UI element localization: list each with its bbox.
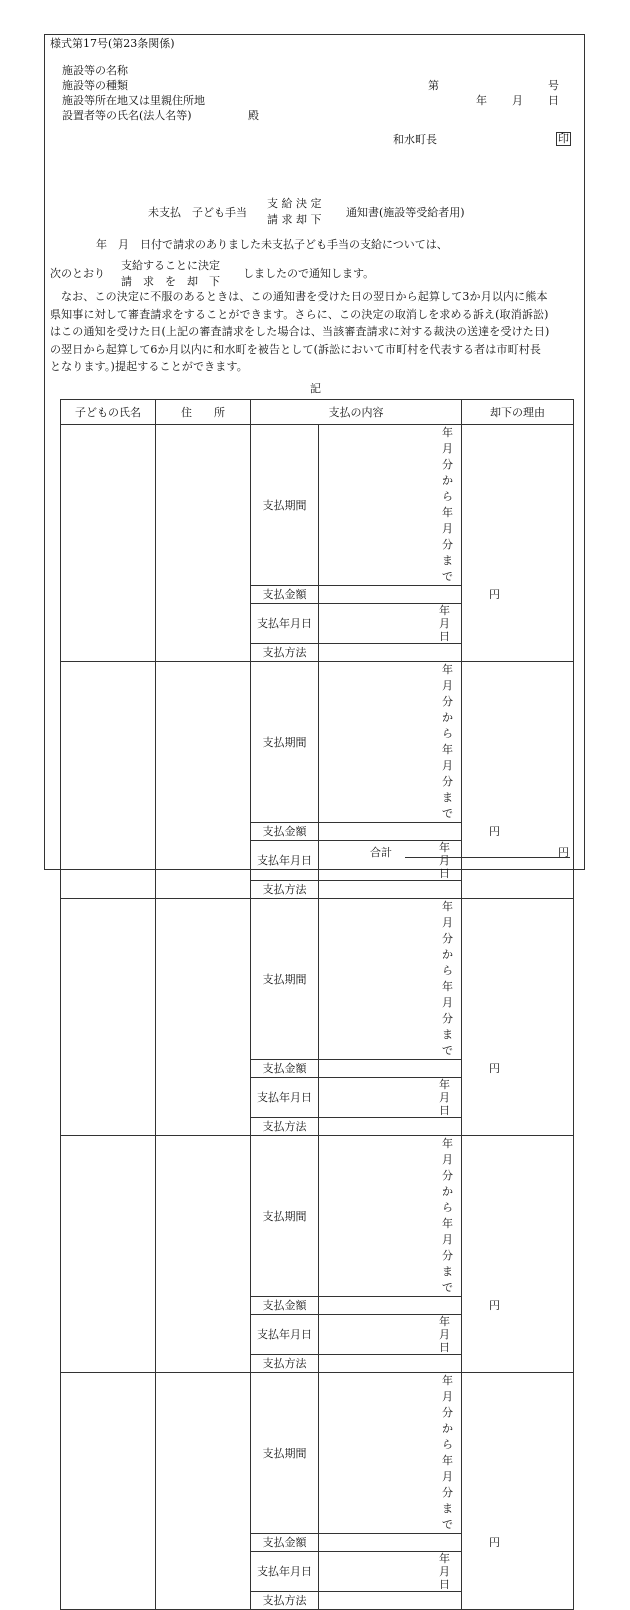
- total-line: [405, 857, 570, 858]
- title-choice-reject: 請 求 却 下: [267, 213, 322, 226]
- doc-number-suffix: 号: [548, 79, 559, 92]
- amount-label: 支払金額: [251, 823, 319, 841]
- issue-year: 年: [476, 94, 487, 107]
- ki-heading: 記: [310, 382, 321, 395]
- period-to: 年 月分まで: [442, 1217, 475, 1294]
- date-label: 支払年月日: [251, 604, 319, 644]
- title-part2: 通知書(施設等受給者用): [346, 206, 465, 219]
- address-cell[interactable]: [156, 1373, 251, 1610]
- date-value[interactable]: 年 月 日: [319, 841, 462, 881]
- period-value[interactable]: [319, 425, 475, 586]
- body-line1: 年 月 日付で請求のありました未支払子ども手当の支給については、: [96, 238, 448, 251]
- amount-label: 支払金額: [251, 586, 319, 604]
- seal-mark: 印: [558, 132, 569, 145]
- period-label: 支払期間: [251, 899, 319, 1060]
- header-reject-reason: 却下の理由: [462, 400, 574, 425]
- method-label: 支払方法: [251, 644, 319, 662]
- period-from: 年 月分から: [442, 426, 475, 503]
- table-row: [61, 1373, 574, 1534]
- period-value[interactable]: [319, 899, 475, 1060]
- method-value[interactable]: [319, 1355, 462, 1373]
- period-label: 支払期間: [251, 425, 319, 586]
- appeal-line: の翌日から起算して6か月以内に和水町を被告として(訴訟において市町村を代表する者は市町村長: [50, 342, 542, 356]
- title-part1: 未支払 子ども手当: [148, 206, 247, 219]
- period-from: 年 月分から: [442, 1137, 475, 1214]
- period-to: 年 月分まで: [442, 1454, 475, 1531]
- yen-unit: 円: [489, 1299, 500, 1312]
- facility-address-label: 施設等所在地又は里親住所地: [62, 94, 205, 107]
- date-value[interactable]: 年 月 日: [319, 604, 462, 644]
- body-line2-suffix: しましたので通知します。: [243, 267, 375, 280]
- child-name-cell[interactable]: [61, 1136, 156, 1373]
- founder-name-label: 設置者等の氏名(法人名等): [62, 109, 192, 122]
- issuer-name: 和水町長: [393, 133, 437, 146]
- child-name-cell[interactable]: [61, 425, 156, 662]
- date-label: 支払年月日: [251, 841, 319, 881]
- address-cell[interactable]: [156, 662, 251, 899]
- method-value[interactable]: [319, 1118, 462, 1136]
- appeal-line: なお、この決定に不服のあるときは、この通知書を受けた日の翌日から起算して3か月以内に熊本: [61, 290, 548, 303]
- period-to: 年 月分まで: [442, 980, 475, 1057]
- child-name-cell[interactable]: [61, 1373, 156, 1610]
- period-from: 年 月分から: [442, 900, 475, 977]
- period-label: 支払期間: [251, 662, 319, 823]
- doc-number-prefix: 第: [428, 79, 439, 92]
- period-from: 年 月分から: [442, 663, 475, 740]
- date-value[interactable]: 年 月 日: [319, 1315, 462, 1355]
- title-choice-decide: 支 給 決 定: [267, 197, 322, 210]
- date-value[interactable]: 年 月 日: [319, 1078, 462, 1118]
- address-cell[interactable]: [156, 425, 251, 662]
- period-value[interactable]: [319, 662, 475, 823]
- table-header-row: [61, 400, 574, 425]
- appeal-notice: [50, 288, 578, 376]
- header-child-name: 子どもの氏名: [61, 400, 156, 425]
- period-from: 年 月分から: [442, 1374, 475, 1451]
- amount-value[interactable]: [319, 1060, 500, 1078]
- amount-value[interactable]: [319, 1297, 500, 1315]
- yen-unit: 円: [489, 1536, 500, 1549]
- table-row: [61, 899, 574, 1060]
- body-choice-decide: 支給することに決定: [121, 259, 220, 272]
- period-value[interactable]: [319, 1373, 475, 1534]
- total-label: 合計: [370, 846, 392, 859]
- reject-reason-cell[interactable]: [462, 1136, 574, 1373]
- date-label: 支払年月日: [251, 1315, 319, 1355]
- amount-label: 支払金額: [251, 1534, 319, 1552]
- period-to: 年 月分まで: [442, 743, 475, 820]
- reject-reason-cell[interactable]: [462, 899, 574, 1136]
- amount-value[interactable]: [319, 586, 500, 604]
- table-row: [61, 662, 574, 823]
- method-value[interactable]: [319, 1592, 462, 1610]
- payment-table: [60, 399, 574, 1610]
- method-value[interactable]: [319, 881, 462, 899]
- child-name-cell[interactable]: [61, 899, 156, 1136]
- appeal-line: 県知事に対して審査請求をすることができます。さらに、この決定の取消しを求める訴え(取消訴訟): [50, 307, 549, 321]
- date-label: 支払年月日: [251, 1078, 319, 1118]
- header-payment-content: 支払の内容: [251, 400, 462, 425]
- date-value[interactable]: 年 月 日: [319, 1552, 462, 1592]
- facility-name-label: 施設等の名称: [62, 64, 128, 77]
- amount-value[interactable]: [319, 1534, 500, 1552]
- child-name-cell[interactable]: [61, 662, 156, 899]
- address-cell[interactable]: [156, 1136, 251, 1373]
- yen-unit: 円: [489, 1062, 500, 1075]
- form-number: 様式第17号(第23条関係): [50, 37, 175, 50]
- table-row: [61, 425, 574, 586]
- method-value[interactable]: [319, 644, 462, 662]
- method-label: 支払方法: [251, 1355, 319, 1373]
- reject-reason-cell[interactable]: [462, 1373, 574, 1610]
- issue-day: 日: [548, 94, 559, 107]
- period-to: 年 月分まで: [442, 506, 475, 583]
- period-label: 支払期間: [251, 1373, 319, 1534]
- total-unit: 円: [558, 846, 569, 859]
- method-label: 支払方法: [251, 881, 319, 899]
- appeal-line: となります。)提起することができます。: [50, 360, 248, 373]
- date-label: 支払年月日: [251, 1552, 319, 1592]
- facility-type-label: 施設等の種類: [62, 79, 128, 92]
- honorific: 殿: [248, 109, 259, 122]
- period-label: 支払期間: [251, 1136, 319, 1297]
- amount-label: 支払金額: [251, 1060, 319, 1078]
- amount-value[interactable]: [319, 823, 500, 841]
- amount-label: 支払金額: [251, 1297, 319, 1315]
- yen-unit: 円: [489, 588, 500, 601]
- appeal-line: はこの通知を受けた日(上記の審査請求をした場合は、当該審査請求に対する裁決の送達を受けた日): [50, 325, 550, 338]
- table-row: [61, 1136, 574, 1297]
- body-line2-prefix: 次のとおり: [50, 267, 105, 280]
- issue-month: 月: [512, 94, 523, 107]
- period-value[interactable]: [319, 1136, 475, 1297]
- yen-unit: 円: [489, 825, 500, 838]
- header-address: 住 所: [156, 400, 251, 425]
- method-label: 支払方法: [251, 1592, 319, 1610]
- method-label: 支払方法: [251, 1118, 319, 1136]
- address-cell[interactable]: [156, 899, 251, 1136]
- body-choice-reject: 請 求 を 却 下: [121, 275, 220, 288]
